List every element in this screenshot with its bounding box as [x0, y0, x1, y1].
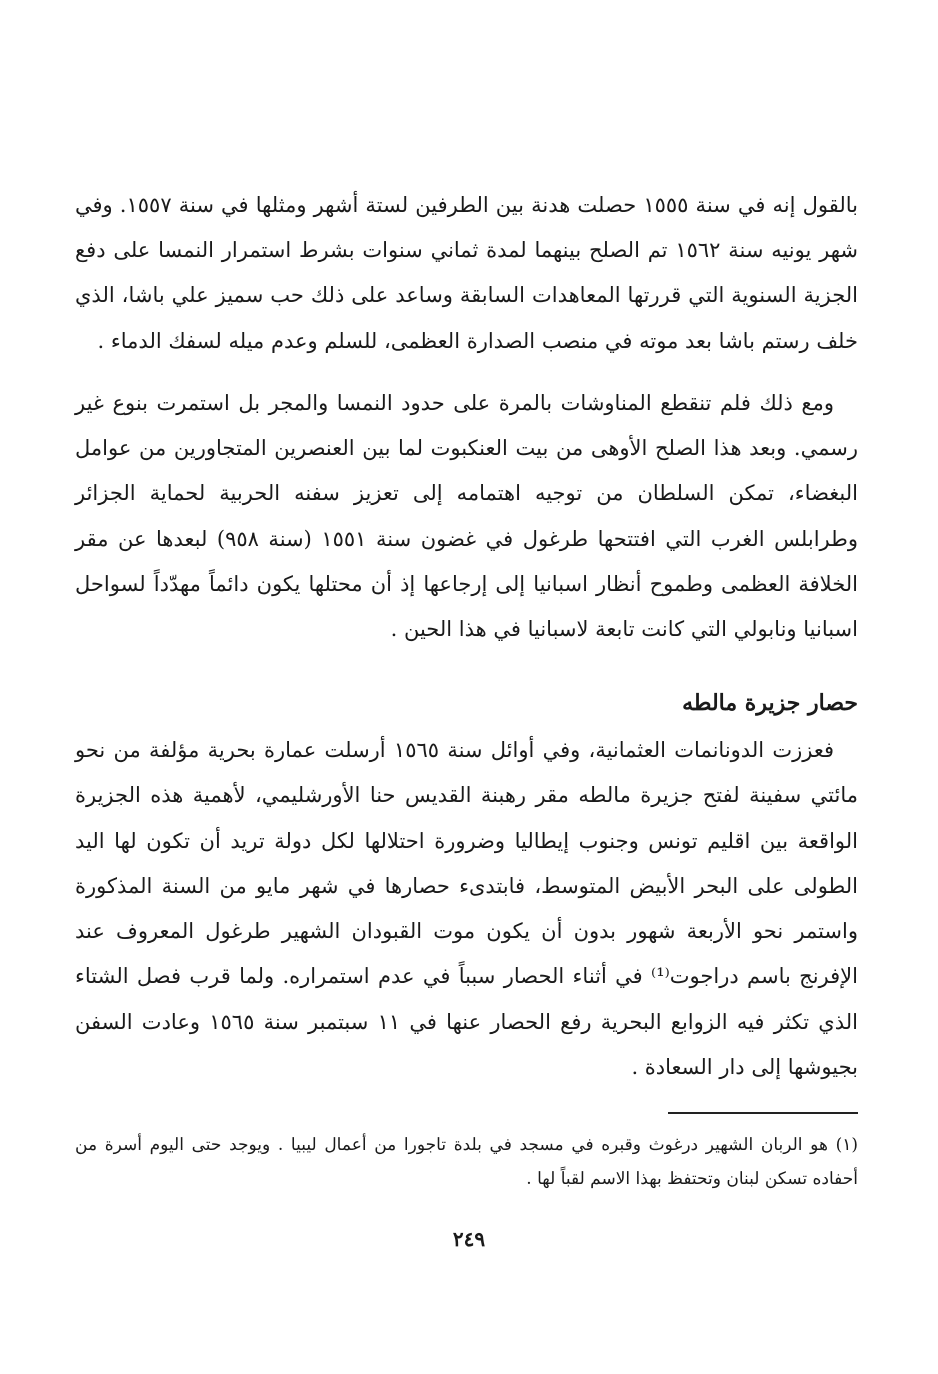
paragraph-text: فعززت الدونانمات العثمانية، وفي أوائل سنة ١٥٦٥ أرسلت عمارة بحرية مؤلفة من نحو مائتي سفينة لفتح جزيرة مالطه مقر رهبنة القديس حنا الأورشليمي، لأهمية هذه الجزيرة الواقعة بين اقليم تونس وجنوب إيطاليا وضرورة احتلالها لكل دولة تريد أن تكون لها اليد الطولى على البحر الأبيض المتوسط، فابتدىء حصارها في شهر مايو من السنة المذكورة واستمر نحو الأربعة شهور بدون أن يكون موت القبودان الشهير طرغول المعروف عند الإفرنج باسم دراجوت⁽¹⁾ في أثناء الحصار سبباً في عدم استمراره. ولما قرب فصل الشتاء الذي تكثر فيه الزوابع البحرية رفع الحصار عنها في ١١ سبتمبر سنة ١٥٦٥ وعادت السفن بجيوشها إلى دار السعادة .: [75, 738, 858, 1080]
body-paragraph-3: [75, 728, 858, 1090]
body-paragraph-1: [75, 183, 858, 364]
paragraph-text: بالقول إنه في سنة ١٥٥٥ حصلت هدنة بين الطرفين لستة أشهر ومثلها في سنة ١٥٥٧. وفي شهر يونيه سنة ١٥٦٢ تم الصلح بينهما لمدة ثماني سنوات بشرط استمرار النمسا على دفع الجزية السنوية التي قررتها المعاهدات السابقة وساعد على ذلك حب سميز علي باشا، الذي خلف رستم باشا بعد موته في منصب الصدارة العظمى، للسلم وعدم ميله لسفك الدماء .: [75, 193, 858, 353]
body-paragraph-2: [75, 381, 858, 652]
footnote-section: [75, 1128, 858, 1196]
paragraph-text: ومع ذلك فلم تنقطع المناوشات بالمرة على حدود النمسا والمجر بل استمرت بنوع غير رسمي. وبعد هذا الصلح الأوهى من بيت العنكبوت لما بين العنصرين المتجاورين من عوامل البغضاء، تمكن السلطان من توجيه اهتمامه إلى تعزيز سفنه الحربية لحماية الجزائر وطرابلس الغرب التي افتتحها طرغول في غضون سنة ١٥٥١ (سنة ٩٥٨) لبعدها عن مقر الخلافة العظمى وطموح أنظار اسبانيا إلى إرجاعها إذ أن محتلها يكون دائماً مهدّداً لسواحل اسبانيا ونابولي التي كانت تابعة لاسبانيا في هذا الحين .: [75, 391, 858, 642]
footnote-text: (١) هو الربان الشهير درغوث وقبره في مسجد في بلدة تاجورا من أعمال ليبيا . ويوجد حتى اليوم أسرة من أحفاده تسكن لبنان وتحتفظ بهذا الاسم لقباً لها .: [75, 1135, 858, 1189]
footnote-divider: [668, 1112, 858, 1114]
page-number: ٢٤٩: [452, 1227, 486, 1251]
section-heading: حصار جزيرة مالطه: [682, 690, 858, 716]
